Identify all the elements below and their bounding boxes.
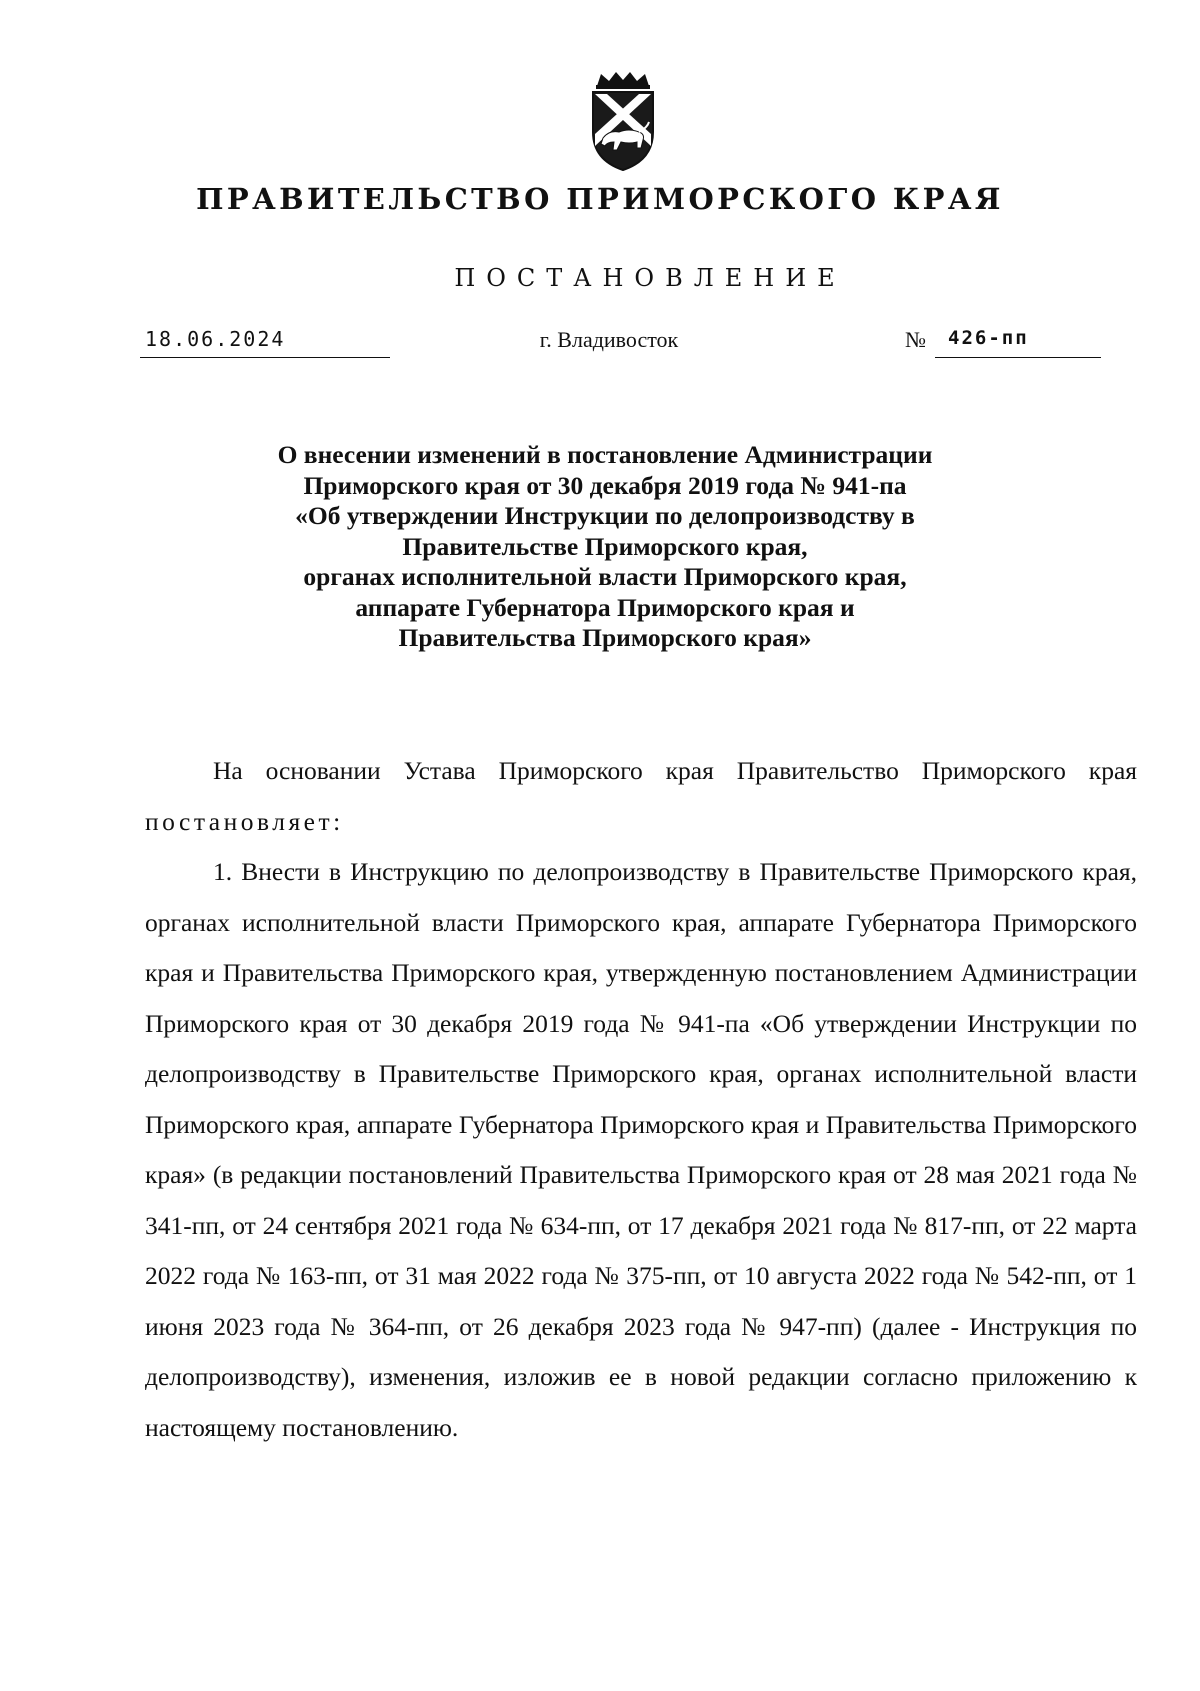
item-1-paragraph: 1. Внести в Инструкцию по делопроизводству в Правительстве Приморского края, органах исполнительной власти Приморского края, аппарате Губернатора Приморского края и Правительства Приморского края, утвержденную постановлением Администрации Приморского края от 30 декабря 2019 года № 941-па «Об утверждении Инструкции по делопроизводству в Правительстве Приморского края, органах исполнительной власти Приморского края, аппарате Губернатора Приморского края и Правительства Приморского края» (в редакции постановлений Правительства Приморского края от 28 мая 2021 года № 341-пп, от 24 сентября 2021 года № 634-пп, от 17 декабря 2021 года № 817-пп, от 22 марта 2022 года № 163-пп, от 31 мая 2022 года № 375-пп, от 10 августа 2022 года № 542-пп, от 1 июня 2023 года № 364-пп, от 26 декабря 2023 года № 947-пп) (далее - Инструкция по делопроизводству), изменения, изложив ее в новой редакции согласно приложению к настоящему постановлению.: [145, 857, 1137, 1442]
primorsky-krai-coat-of-arms-icon: [587, 72, 659, 172]
preamble-keyword: постановляет:: [145, 806, 344, 836]
subject-line: органах исполнительной власти Приморского края,: [303, 562, 907, 591]
subject-line: аппарате Губернатора Приморского края и: [355, 592, 855, 622]
document-city: г. Владивосток: [539, 327, 679, 352]
document-body: [145, 746, 1137, 1453]
subject-line: Правительства Приморского края»: [398, 623, 812, 652]
document-subject: [180, 440, 1030, 654]
preamble-paragraph: [145, 746, 1137, 847]
number-underline: [935, 357, 1101, 358]
document-number: 426-пп: [948, 327, 1029, 349]
document-date: 18.06.2024: [145, 327, 286, 351]
organization-title: ПРАВИТЕЛЬСТВО ПРИМОРСКОГО КРАЯ: [196, 182, 1004, 216]
date-underline: [140, 357, 390, 358]
preamble-text: На основании Устава Приморского края Правительство Приморского края: [213, 756, 1137, 785]
subject-line: «Об утверждении Инструкции по делопроизводству в: [295, 501, 915, 530]
number-sign: №: [905, 327, 926, 352]
subject-line: О внесении изменений в постановление Администрации: [277, 440, 933, 469]
document-type-heading: ПОСТАНОВЛЕНИЕ: [454, 264, 846, 292]
subject-line: Правительстве Приморского края,: [402, 531, 808, 561]
subject-line: Приморского края от 30 декабря 2019 года № 941-па: [303, 470, 907, 500]
